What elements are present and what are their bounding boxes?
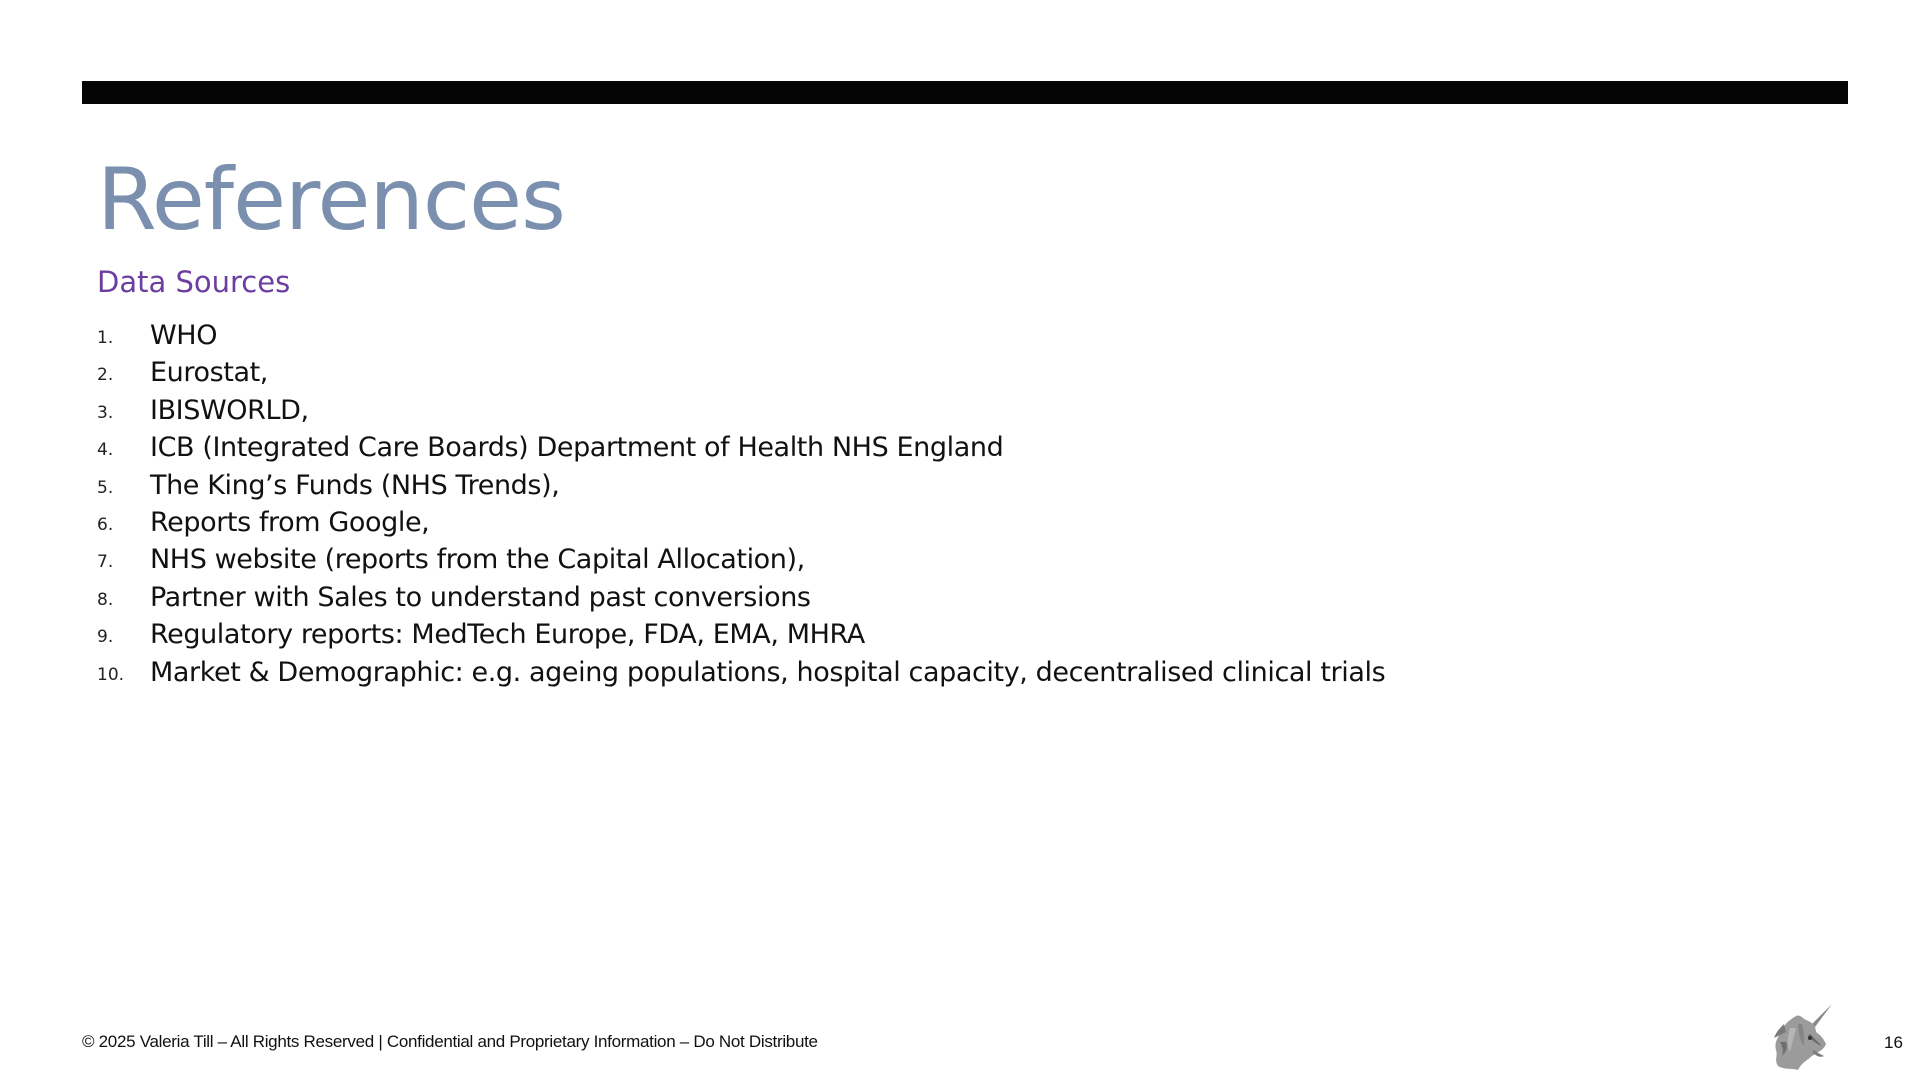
- page-number: 16: [1884, 1033, 1903, 1052]
- list-item-text: WHO: [150, 320, 218, 351]
- list-item-number: 8.: [97, 589, 114, 610]
- list-item-text: Reports from Google,: [150, 506, 430, 538]
- list-item-text: IBISWORLD,: [150, 394, 309, 426]
- list-item-number: 9.: [97, 627, 114, 648]
- unicorn-head-icon: [1772, 1002, 1838, 1072]
- section-subtitle: Data Sources: [97, 265, 291, 299]
- list-item-number: 6.: [97, 514, 114, 535]
- list-item-text: Regulatory reports: MedTech Europe, FDA, EMA, MHRA: [150, 619, 865, 651]
- list-item-text: Eurostat,: [150, 357, 268, 389]
- list-item-text: Market & Demographic: e.g. ageing populations, hospital capacity, decentralised clinical trials: [150, 656, 1386, 688]
- list-item-number: 1.: [97, 328, 114, 348]
- list-item-number: 2.: [97, 365, 114, 386]
- page-title: References: [97, 150, 565, 250]
- list-item-number: 7.: [97, 552, 114, 573]
- header-bar: [82, 81, 1848, 104]
- footer-copyright: © 2025 Valeria Till – All Rights Reserved | Confidential and Proprietary Information – Do Not Distribute: [82, 1032, 818, 1051]
- list-item-number: 3.: [97, 402, 114, 423]
- list-item-text: Partner with Sales to understand past conversions: [150, 581, 811, 613]
- list-item-number: 4.: [97, 440, 114, 461]
- list-item-text: The King’s Funds (NHS Trends),: [150, 469, 560, 501]
- list-item-number: 5.: [97, 477, 114, 498]
- list-item-number: 10.: [97, 664, 125, 685]
- list-item-text: ICB (Integrated Care Boards) Department of Health NHS England: [150, 432, 1004, 464]
- list-item-text: NHS website (reports from the Capital Allocation),: [150, 544, 805, 576]
